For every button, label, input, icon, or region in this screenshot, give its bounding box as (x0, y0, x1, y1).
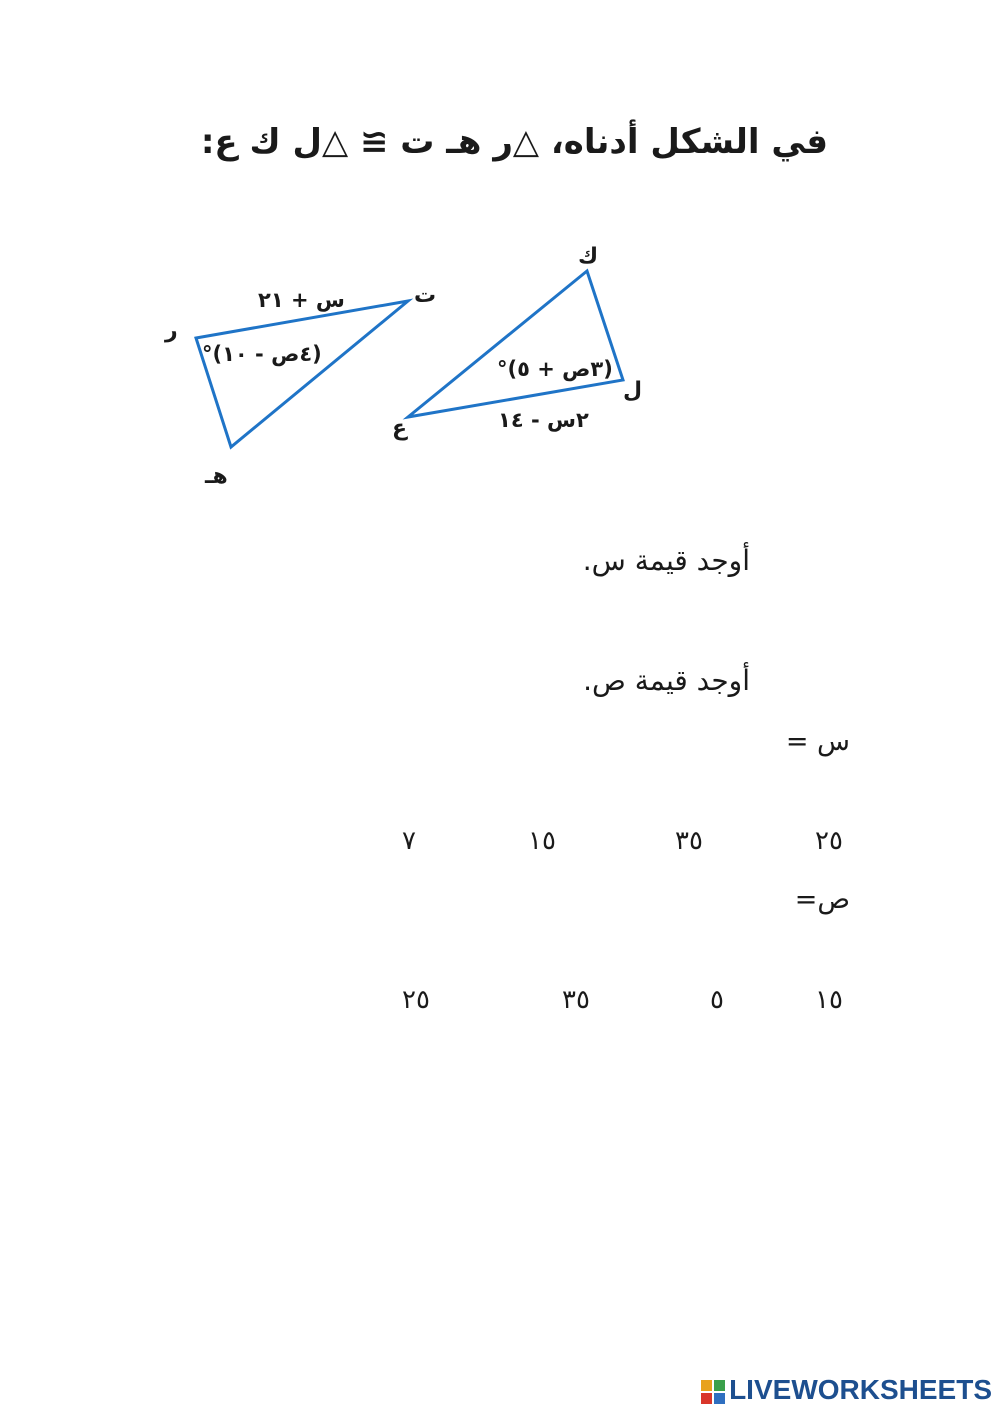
liveworksheets-icon (701, 1380, 725, 1404)
answer-x-option[interactable]: ٣٥ (675, 826, 703, 856)
answer-y-option[interactable]: ١٥ (815, 985, 843, 1015)
vertex-t-label: ت (414, 283, 437, 308)
angle-r-label: (٤ص - ١٠)° (202, 342, 322, 366)
vertex-l-label: ل (623, 378, 643, 403)
question-find-x: أوجد قيمة س. (582, 544, 750, 577)
answer-y-option[interactable]: ٣٥ (562, 985, 590, 1015)
answer-x-label: س = (785, 726, 850, 757)
angle-l-label: (٣ص + ٥)° (497, 357, 613, 381)
answer-y-option[interactable]: ٥ (710, 985, 724, 1015)
triangle-lka (408, 271, 623, 417)
page-title: في الشكل أدناه، △ر هـ ت ≅ △ل ك ع: (200, 122, 828, 162)
congruent-triangles-figure (0, 0, 1000, 520)
answer-x-option[interactable]: ٧ (402, 826, 416, 856)
vertex-h-label: هـ (205, 464, 228, 489)
side-rt-label: س + ٢١ (258, 288, 345, 312)
question-find-y: أوجد قيمة ص. (583, 664, 750, 697)
liveworksheets-logo (701, 1374, 992, 1406)
answer-y-label: ص= (794, 884, 850, 915)
side-la-label: ٢س - ١٤ (498, 408, 589, 432)
vertex-r-label: ر (165, 318, 178, 343)
brand-text: LIVEWORKSHEETS (729, 1374, 992, 1405)
answer-x-option[interactable]: ١٥ (528, 826, 556, 856)
vertex-a-label: ع (392, 416, 408, 441)
vertex-k-label: ك (578, 244, 599, 269)
triangle-rht (196, 301, 408, 447)
answer-y-option[interactable]: ٢٥ (402, 985, 430, 1015)
answer-x-option[interactable]: ٢٥ (815, 826, 843, 856)
